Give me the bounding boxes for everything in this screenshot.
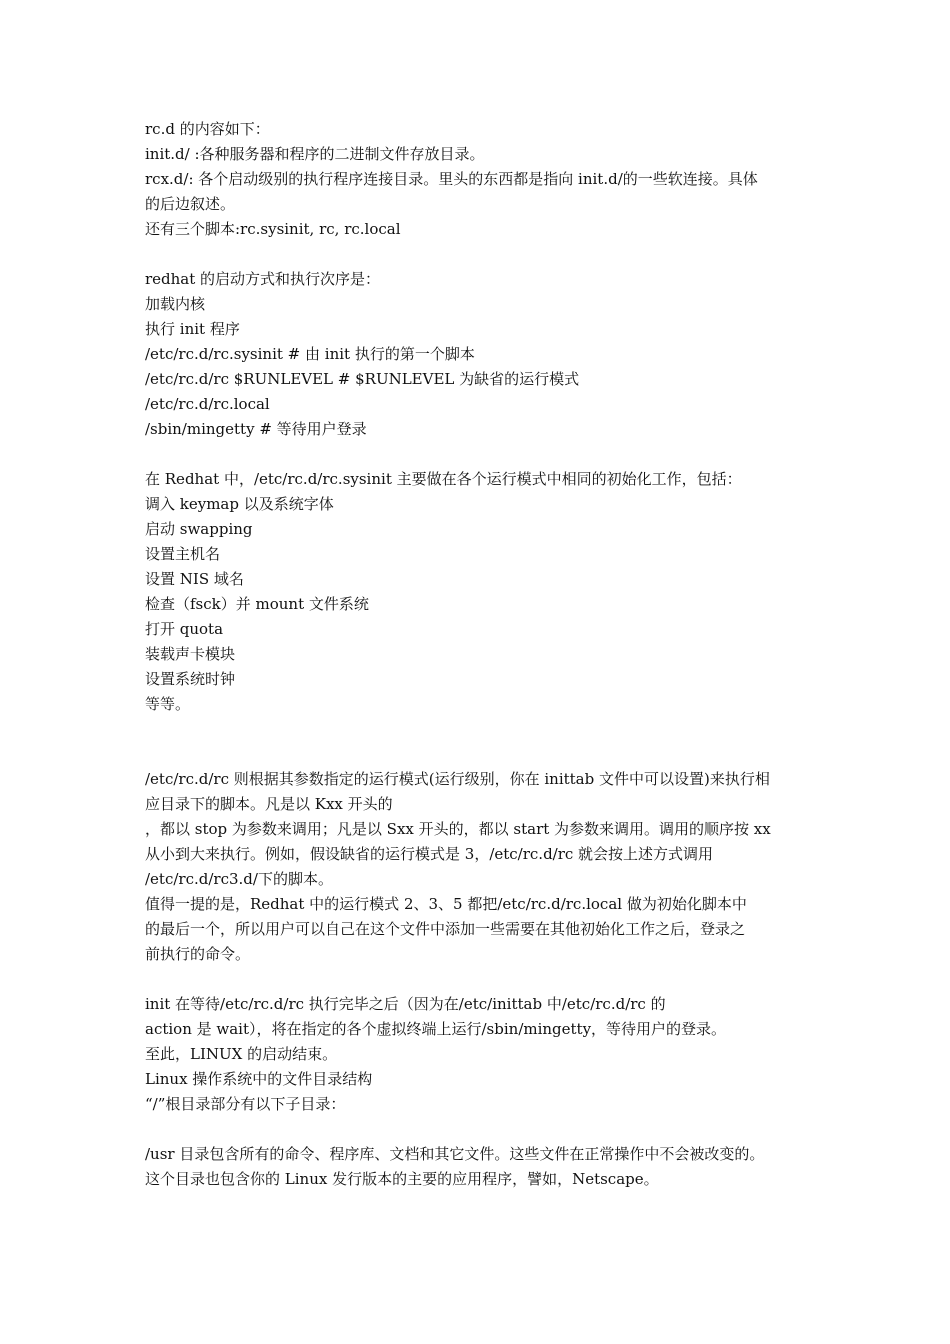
text-line: Linux 操作系统中的文件目录结构	[145, 1070, 373, 1088]
blank-line	[145, 967, 810, 992]
text-line: /sbin/mingetty # 等待用户登录	[145, 420, 367, 438]
text-line: 执行 init 程序	[145, 320, 240, 338]
text-line: /etc/rc.d/rc.sysinit # 由 init 执行的第一个脚本	[145, 345, 475, 363]
text-line: rc.d 的内容如下：	[145, 120, 270, 138]
text-line: 这个目录也包含你的 Linux 发行版本的主要的应用程序，譬如，Netscape。	[145, 1170, 659, 1188]
document-body	[145, 117, 810, 1192]
text-line: rcx.d/: 各个启动级别的执行程序连接目录。里头的东西都是指向 init.d/的一些软连接。具体	[145, 170, 758, 188]
text-line: 的后边叙述。	[145, 195, 236, 213]
text-line: 等等。	[145, 695, 191, 713]
text-line: 设置主机名	[145, 545, 221, 563]
text-line: 启动 swapping	[145, 520, 253, 538]
text-line: redhat 的启动方式和执行次序是：	[145, 270, 381, 288]
text-line: init 在等待/etc/rc.d/rc 执行完毕之后（因为在/etc/inittab 中/etc/rc.d/rc 的	[145, 995, 666, 1013]
text-line: 从小到大来执行。例如，假设缺省的运行模式是 3，/etc/rc.d/rc 就会按上述方式调用	[145, 845, 714, 863]
text-line: 至此，LINUX 的启动结束。	[145, 1045, 338, 1063]
text-line: /etc/rc.d/rc3.d/下的脚本。	[145, 870, 333, 888]
blank-line	[145, 242, 810, 267]
text-line: 在 Redhat 中，/etc/rc.d/rc.sysinit 主要做在各个运行模式中相同的初始化工作，包括：	[145, 470, 742, 488]
text-line: 应目录下的脚本。凡是以 Kxx 开头的	[145, 795, 393, 813]
text-line: 设置 NIS 域名	[145, 570, 244, 588]
blank-line	[145, 717, 810, 767]
text-line: init.d/ :各种服务器和程序的二进制文件存放目录。	[145, 145, 485, 163]
text-line: 装载声卡模块	[145, 645, 236, 663]
text-line: ，都以 stop 为参数来调用；凡是以 Sxx 开头的，都以 start 为参数来调用。调用的顺序按 xx	[145, 820, 771, 838]
text-line: “/”根目录部分有以下子目录：	[145, 1095, 346, 1113]
text-line: 前执行的命令。	[145, 945, 251, 963]
text-line: 设置系统时钟	[145, 670, 236, 688]
text-line: 值得一提的是，Redhat 中的运行模式 2、3、5 都把/etc/rc.d/rc.local 做为初始化脚本中	[145, 895, 747, 913]
blank-line	[145, 442, 810, 467]
text-line: /etc/rc.d/rc 则根据其参数指定的运行模式(运行级别，你在 inittab 文件中可以设置)来执行相	[145, 770, 770, 788]
text-line: /etc/rc.d/rc.local	[145, 395, 270, 413]
text-line: 检查（fsck）并 mount 文件系统	[145, 595, 369, 613]
text-line: 打开 quota	[145, 620, 224, 638]
text-line: /etc/rc.d/rc $RUNLEVEL # $RUNLEVEL 为缺省的运行模式	[145, 370, 580, 388]
text-line: action 是 wait），将在指定的各个虚拟终端上运行/sbin/mingetty，等待用户的登录。	[145, 1020, 727, 1038]
blank-line	[145, 1117, 810, 1142]
text-line: 调入 keymap 以及系统字体	[145, 495, 334, 513]
text-line: 的最后一个，所以用户可以自己在这个文件中添加一些需要在其他初始化工作之后，登录之	[145, 920, 746, 938]
text-line: 还有三个脚本:rc.sysinit, rc, rc.local	[145, 220, 401, 238]
text-line: /usr 目录包含所有的命令、程序库、文档和其它文件。这些文件在正常操作中不会被改变的。	[145, 1145, 765, 1163]
text-line: 加载内核	[145, 295, 206, 313]
